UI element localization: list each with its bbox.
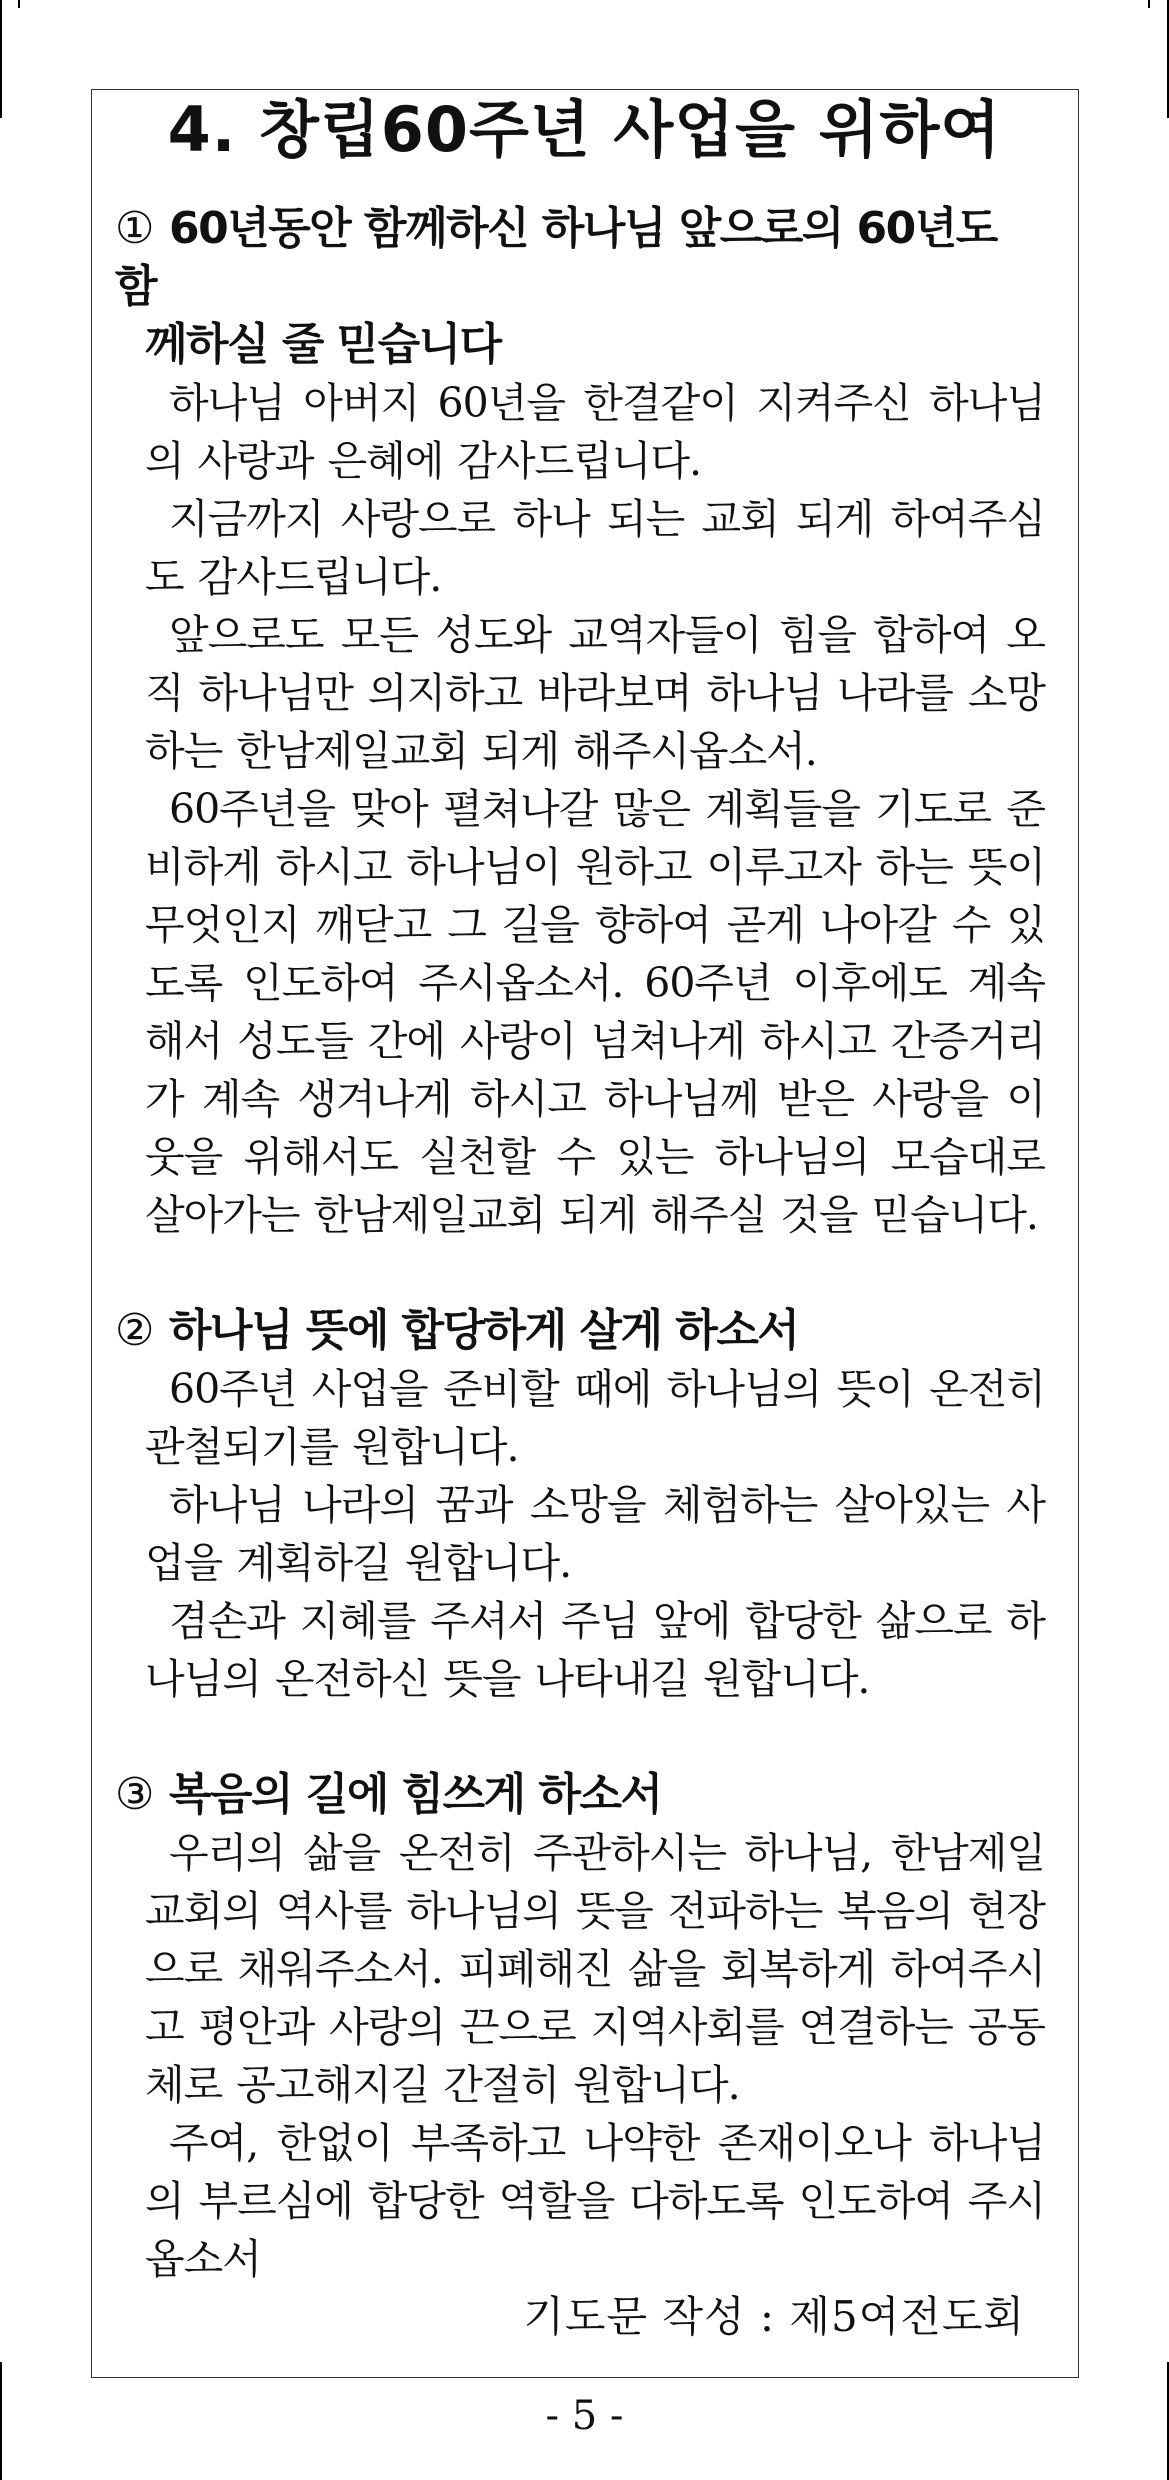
section-2-paragraph-2: 하나님 나라의 꿈과 소망을 체험하는 살아있는 사업을 계획하길 원합니다. (145, 1481, 1045, 1587)
section-1-heading-line1: 60년동안 함께하신 하나님 앞으로의 60년도 함 (115, 203, 997, 312)
section-3 (115, 1766, 1045, 2288)
section-1-paragraph-3: 앞으로도 모든 성도와 교역자들이 힘을 합하여 오직 하나님만 의지하고 바라보며 하나님 나라를 소망하는 한남제일교회 되게 해주시옵소서. (145, 611, 1045, 775)
section-3-number: ③ (115, 1769, 153, 1820)
section-3-paragraph-1: 우리의 삶을 온전히 주관하시는 하나님, 한남제일교회의 역사를 하나님의 뜻을 전파하는 복음의 현장으로 채워주소서. 피폐해진 삶을 회복하게 하여주시고 평안과 사랑의 끈으로 지역사회를 연결하는 공동체로 공고해지길 간절히 원합니다. (145, 1829, 1045, 2109)
section-1-paragraph-1: 하나님 아버지 60년을 한결같이 지켜주신 하나님의 사랑과 은혜에 감사드립니다. (145, 379, 1045, 485)
section-3-paragraph-2: 주여, 한없이 부족하고 나약한 존재이오나 하나님의 부르심에 합당한 역할을 다하도록 인도하여 주시옵소서 (145, 2119, 1045, 2283)
section-3-heading-line1: 복음의 길에 힘쓰게 하소서 (169, 1769, 662, 1820)
page-title: 4. 창립60주년 사업을 위하여 (167, 93, 1002, 166)
crop-mark-top-left-h (18, 0, 20, 8)
section-3-heading (115, 1766, 1045, 1824)
section-2-paragraph-3: 겸손과 지혜를 주셔서 주님 앞에 합당한 삶으로 하나님의 온전하신 뜻을 나타내길 원합니다. (145, 1597, 1045, 1703)
section-1-paragraph-2: 지금까지 사랑으로 하나 되는 교회 되게 하여주심도 감사드립니다. (145, 495, 1045, 601)
section-2-heading-line1: 하나님 뜻에 합당하게 살게 하소서 (169, 1305, 799, 1356)
section-1-heading (115, 200, 1045, 374)
page-number: - 5 - (545, 2393, 624, 2439)
crop-mark-top-right-h (1148, 0, 1150, 8)
prayer-content (115, 200, 1045, 2346)
signature: 기도문 작성 : 제5여전도회 (523, 2292, 1025, 2341)
section-2-heading (115, 1302, 1045, 1360)
section-1-heading-line2: 께하실 줄 믿습니다 (145, 319, 501, 370)
section-2 (115, 1302, 1045, 1708)
section-1-paragraph-4: 60주년을 맞아 펼쳐나갈 많은 계획들을 기도로 준비하게 하시고 하나님이 원하고 이루고자 하는 뜻이 무엇인지 깨닫고 그 길을 향하여 곧게 나아갈 수 있도록 인도하여 주시옵소서. 60주년 이후에도 계속해서 성도들 간에 사랑이 넘쳐나게 하시고 간증거리가 계속 생겨나게 하시고 하나님께 받은 사랑을 이웃을 위해서도 실천할 수 있는 하나님의 모습대로 살아가는 한남제일교회 되게 해주실 것을 믿습니다. (145, 785, 1045, 1239)
section-2-number: ② (115, 1305, 153, 1356)
section-1 (115, 200, 1045, 1244)
section-2-paragraph-1: 60주년 사업을 준비할 때에 하나님의 뜻이 온전히 관철되기를 원합니다. (145, 1365, 1045, 1471)
section-gap (115, 1244, 1045, 1302)
section-1-number: ① (115, 203, 153, 254)
section-gap (115, 1708, 1045, 1766)
